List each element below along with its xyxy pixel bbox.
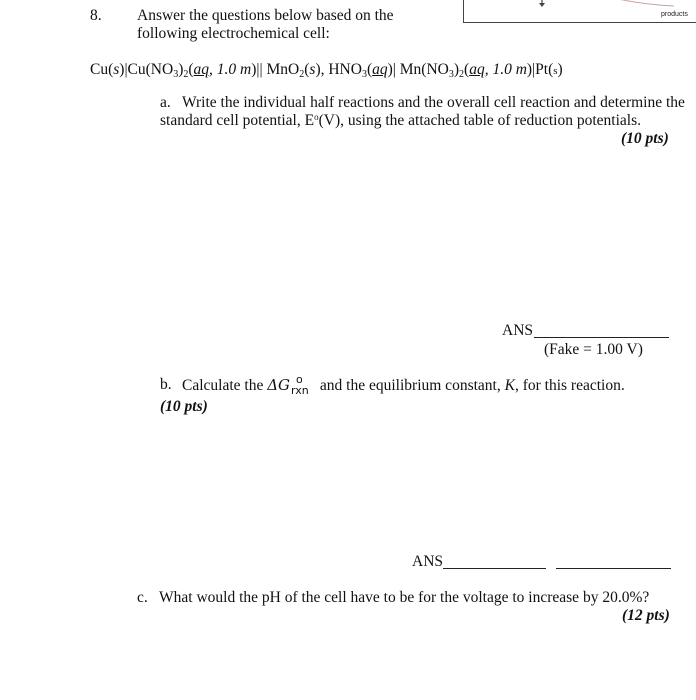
question-intro-line-1: Answer the questions below based on the	[137, 7, 394, 24]
part-c-text: What would the pH of the cell have to be for the voltage to increase by 20.0%?	[159, 589, 650, 606]
part-b-answer-line-2[interactable]	[556, 568, 671, 569]
part-b-points: (10 pts)	[160, 398, 208, 415]
part-a-line-1: Write the individual half reactions and the overall cell reaction and determine the	[182, 94, 685, 111]
part-c-points: (12 pts)	[622, 607, 670, 624]
diagram-products-label: products	[661, 11, 688, 18]
part-b-answer-line-1[interactable]	[443, 568, 546, 569]
question-number: 8.	[90, 7, 102, 24]
part-b-letter: b.	[160, 376, 172, 393]
question-intro-line-2: following electrochemical cell:	[137, 25, 330, 42]
part-c-letter: c.	[137, 589, 148, 606]
part-a-answer-line[interactable]	[534, 337, 669, 338]
cell-notation: $Cu(s)|Cu(NO_3)_2(aq$, 1.0 m)|| MnO$_2$(s), $HNO_3(aq)|$ $Mn(NO_3)_2(aq$, 1.0 m)|Pt(s)	[90, 61, 563, 80]
part-a-points: (10 pts)	[621, 130, 669, 147]
part-b-ans-label: ANS	[412, 553, 444, 570]
delta-g-degree: o	[296, 373, 303, 386]
part-a-fake-note: (Fake = 1.00 V)	[544, 341, 643, 358]
part-a-ans-label: ANS	[502, 322, 534, 339]
reaction-diagram-fragment	[463, 0, 696, 23]
delta-g-subscript: rxn	[291, 384, 309, 397]
part-b-text: Calculate the ΔG o rxn and the equilibrium constant, K, for this reaction.	[182, 376, 625, 395]
part-a-line-2: standard cell potential, $E^o(V)$, using the attached table of reduction potentials.	[160, 112, 641, 129]
part-a-letter: a.	[160, 94, 171, 111]
